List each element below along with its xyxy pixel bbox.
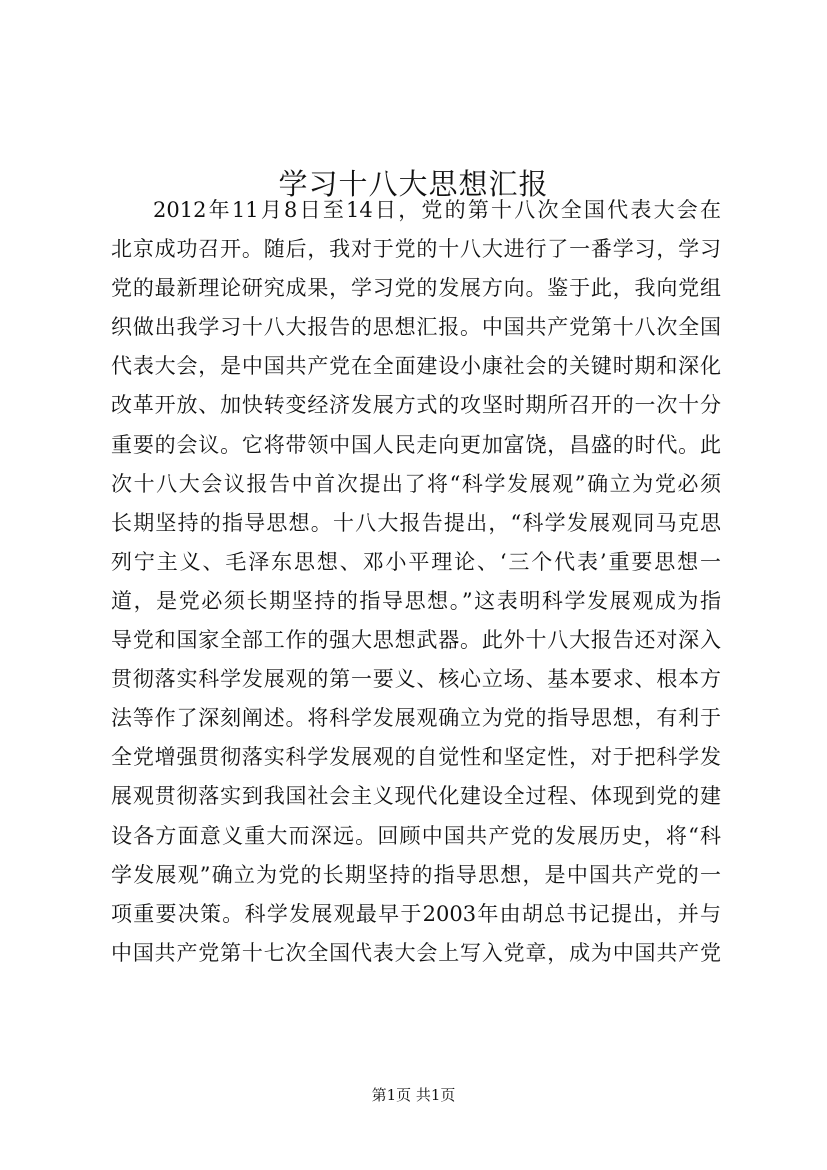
page-number-footer: 第1页 共1页	[371, 1086, 456, 1104]
document-body	[111, 191, 721, 973]
body-line: 2012年11月8日至14日，党的第十八次全国代表大会在	[153, 198, 721, 222]
body-line: 北京成功召开。随后，我对于党的十八大进行了一番学习，学习	[111, 237, 721, 262]
body-line: 项重要决策。科学发展观最早于2003年由胡总书记提出，并与	[111, 901, 721, 926]
body-line: 贯彻落实科学发展观的第一要义、核心立场、基本要求、根本方	[111, 667, 721, 692]
body-line: 次十八大会议报告中首次提出了将“科学发展观”确立为党必须	[111, 471, 721, 496]
body-line: 织做出我学习十八大报告的思想汇报。中国共产党第十八次全国	[111, 315, 721, 340]
body-line: 学发展观”确立为党的长期坚持的指导思想，是中国共产党的一	[111, 862, 721, 887]
body-line: 长期坚持的指导思想。十八大报告提出，“科学发展观同马克思	[111, 510, 721, 535]
body-line: 导党和国家全部工作的强大思想武器。此外十八大报告还对深入	[111, 628, 721, 653]
body-line: 法等作了深刻阐述。将科学发展观确立为党的指导思想，有利于	[111, 706, 721, 731]
body-line: 党的最新理论研究成果，学习党的发展方向。鉴于此，我向党组	[111, 276, 721, 301]
body-line: 列宁主义、毛泽东思想、邓小平理论、‘三个代表’重要思想一	[111, 549, 721, 574]
body-line: 代表大会，是中国共产党在全面建设小康社会的关键时期和深化	[111, 354, 721, 379]
body-line: 改革开放、加快转变经济发展方式的攻坚时期所召开的一次十分	[111, 393, 721, 418]
body-line: 展观贯彻落实到我国社会主义现代化建设全过程、体现到党的建	[111, 784, 721, 809]
body-line: 重要的会议。它将带领中国人民走向更加富饶，昌盛的时代。此	[111, 432, 721, 457]
body-line: 道，是党必须长期坚持的指导思想。”这表明科学发展观成为指	[111, 588, 721, 613]
body-line: 设各方面意义重大而深远。回顾中国共产党的发展历史，将“科	[111, 823, 721, 848]
body-line: 全党增强贯彻落实科学发展观的自觉性和坚定性，对于把科学发	[111, 745, 721, 770]
body-line: 中国共产党第十七次全国代表大会上写入党章，成为中国共产党	[111, 940, 721, 965]
document-title: 学习十八大思想汇报	[278, 167, 549, 202]
